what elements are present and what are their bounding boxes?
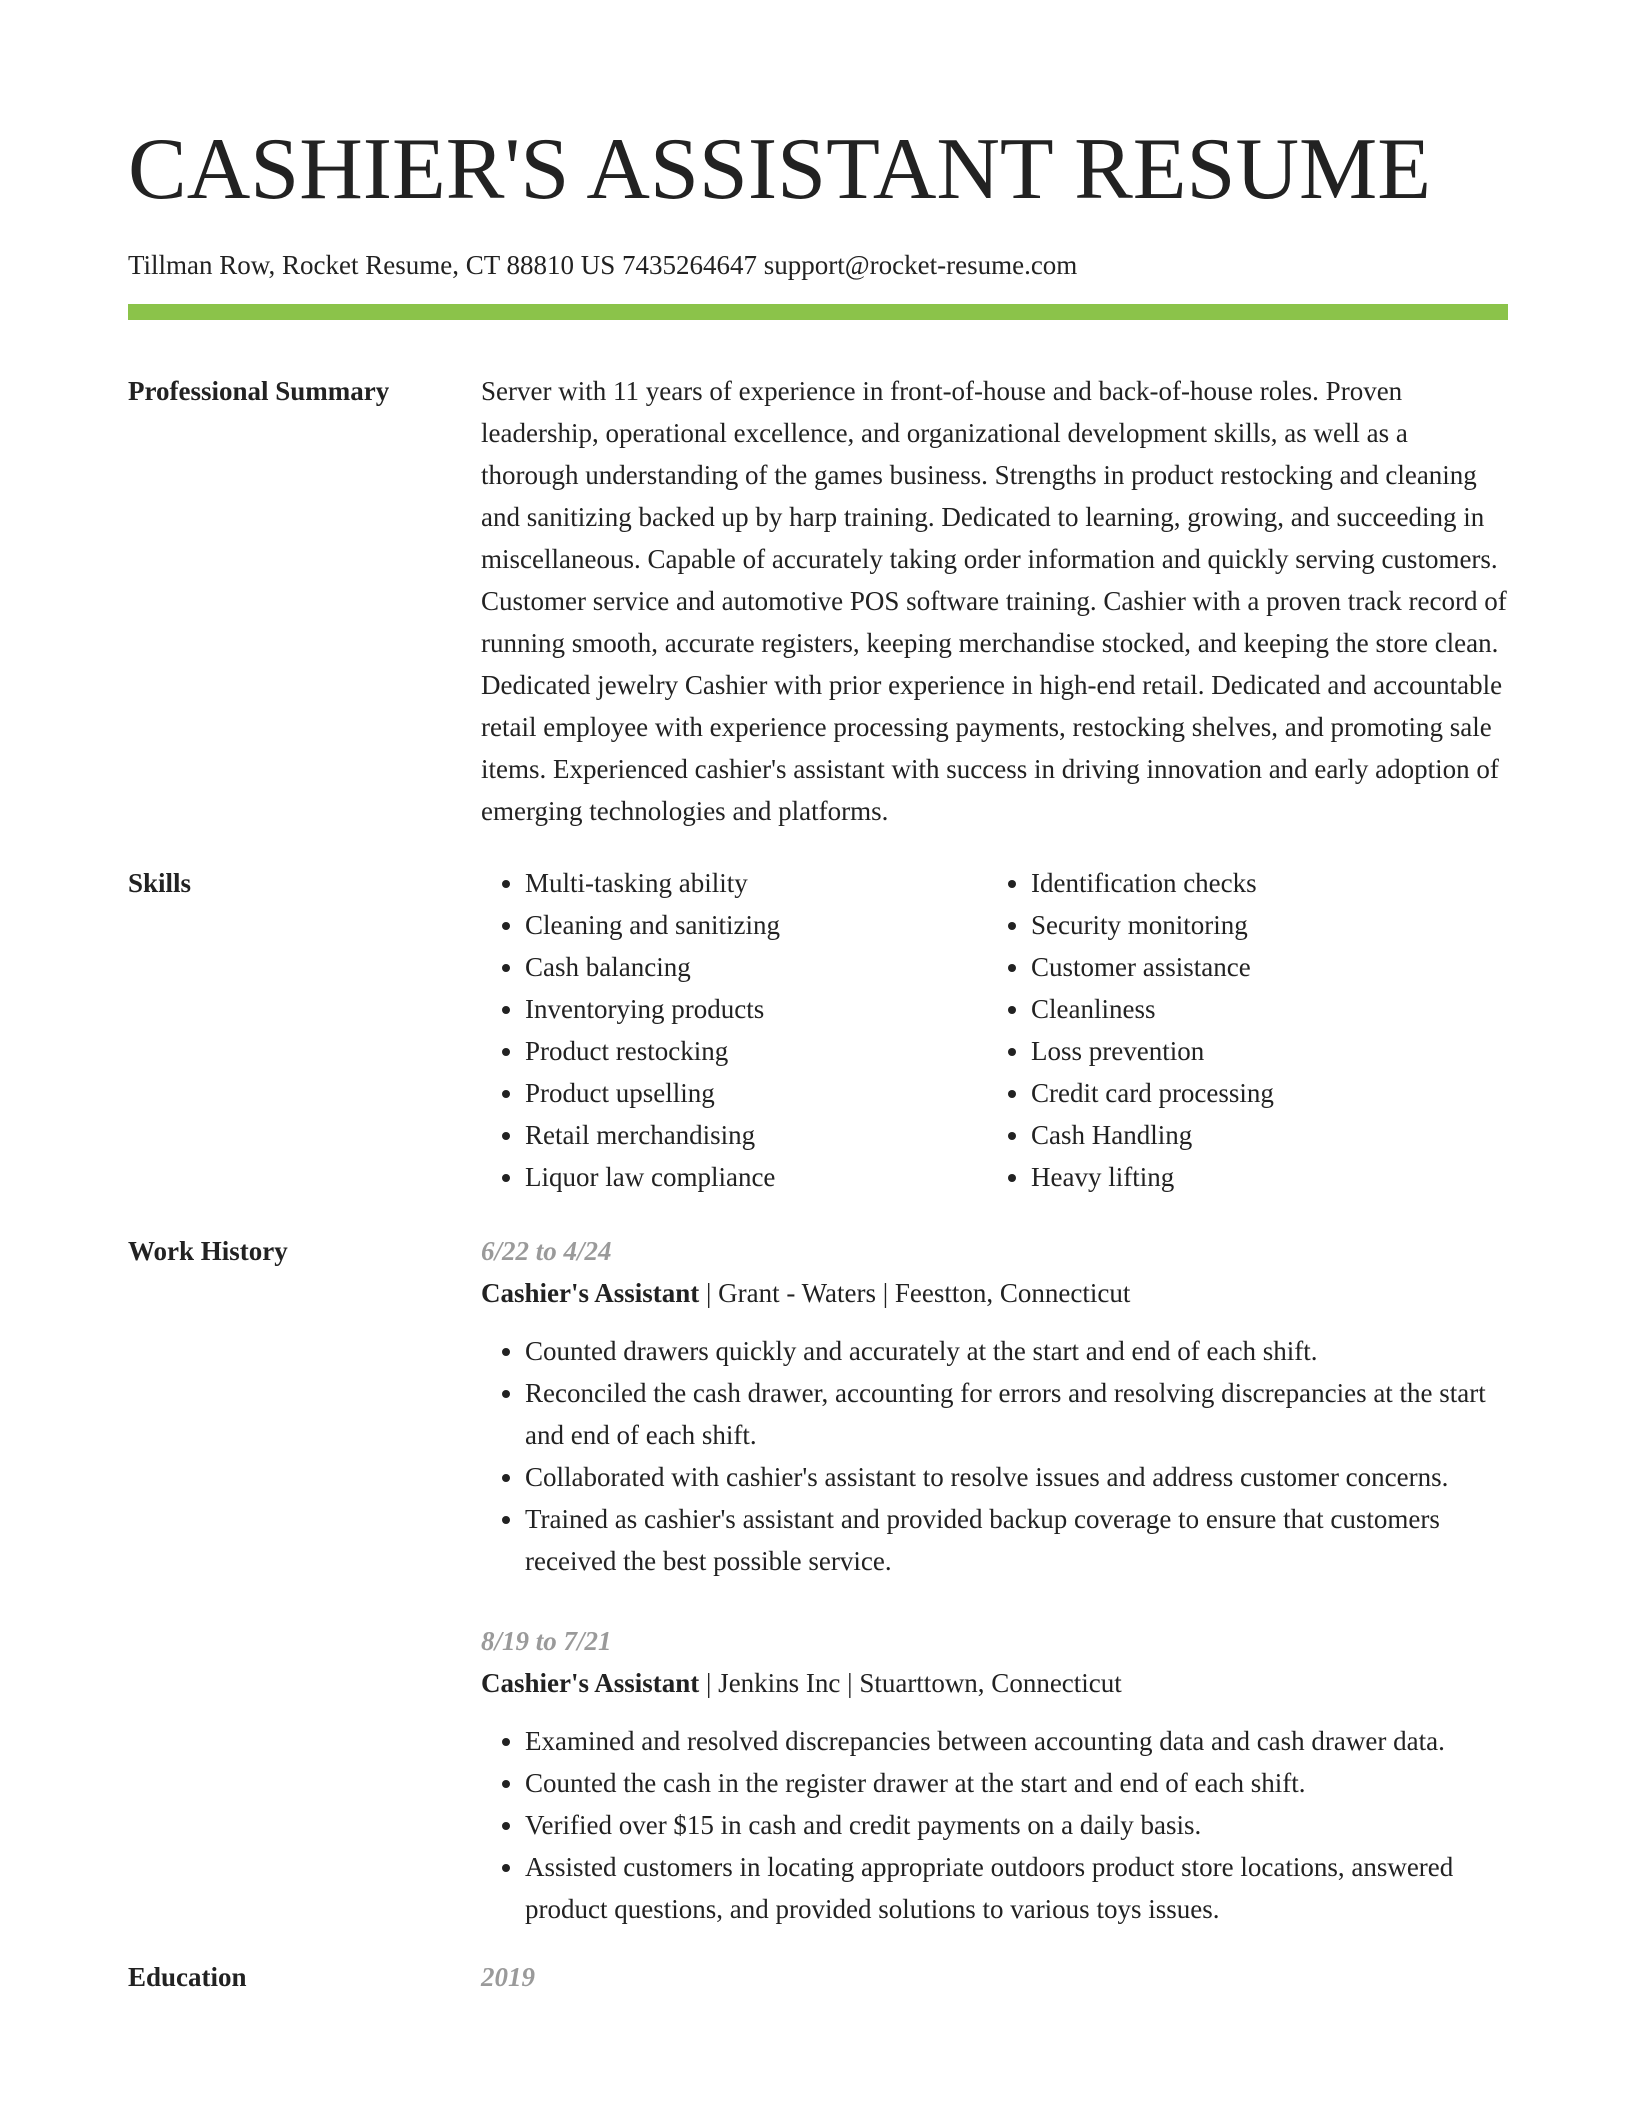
resume-title: CASHIER'S ASSISTANT RESUME [128,121,1432,218]
job-duty: • Reconciled the cash drawer, accounting for errors and resolving discrepancies at the start and end of each shift. [525,1372,1508,1456]
job-dates: 6/22 to 4/24 [481,1236,612,1266]
job-entry [481,1230,1508,1582]
job-duty: • Counted the cash in the register drawer at the start and end of each shift. [525,1762,1508,1804]
job-details: | Grant - Waters | Feestton, Connecticut [699,1278,1131,1308]
skill-item: • Liquor law compliance [525,1156,987,1198]
section-label-work: Work History [128,1236,288,1266]
skills-list-left [481,862,987,1198]
skill-item: • Product upselling [525,1072,987,1114]
job-title-line [481,1272,1508,1314]
job-duty: • Collaborated with cashier's assistant to resolve issues and address customer concerns. [525,1456,1508,1498]
accent-divider [128,304,1508,320]
skill-item: • Cleaning and sanitizing [525,904,987,946]
resume-page [128,0,1508,1998]
skill-item: • Credit card processing [1031,1072,1274,1114]
skill-item: • Customer assistance [1031,946,1274,988]
education-year: 2019 [481,1962,535,1992]
work-history-body [481,1230,1508,1930]
skill-item: • Cash Handling [1031,1114,1274,1156]
job-title-line [481,1662,1508,1704]
job-duties-list [481,1330,1508,1582]
skills-columns [481,862,1508,1198]
job-duties-list [481,1720,1508,1930]
skill-item: • Identification checks [1031,862,1274,904]
skill-item: • Product restocking [525,1030,987,1072]
job-role: Cashier's Assistant [481,1278,700,1308]
skill-item: • Cleanliness [1031,988,1274,1030]
job-duty: • Trained as cashier's assistant and provided backup coverage to ensure that customers received the best possible service. [525,1498,1508,1582]
skill-item: • Inventorying products [525,988,987,1030]
skills-list-right [987,862,1274,1198]
section-label-education: Education [128,1962,247,1992]
work-history-section [128,1230,1508,1930]
education-section [128,1956,1508,1998]
summary-text: Server with 11 years of experience in front-of-house and back-of-house roles. Proven leadership, operational excellence, and organizational development skills, as well as a thorough understanding of the games business. Strengths in product restocking and cleaning and sanitizing backed up by harp training. Dedicated to learning, growing, and succeeding in miscellaneous. Capable of accurately taking order information and quickly serving customers. Customer service and automotive POS software training. Cashier with a proven track record of running smooth, accurate registers, keeping merchandise stocked, and keeping the store clean. Dedicated jewelry Cashier with prior experience in high-end retail. Dedicated and accountable retail employee with experience processing payments, restocking shelves, and promoting sale items. Experienced cashier's assistant with success in driving innovation and early adoption of emerging technologies and platforms. [481,376,1507,826]
section-label-summary: Professional Summary [128,376,390,406]
education-body [481,1956,1508,1998]
contact-line: Tillman Row, Rocket Resume, CT 88810 US 7435264647 support@rocket-resume.com [128,250,1078,280]
skills-section [128,862,1508,1198]
job-duty: • Assisted customers in locating appropriate outdoors product store locations, answered product questions, and provided solutions to various toys issues. [525,1846,1508,1930]
skill-item: • Cash balancing [525,946,987,988]
skill-item: • Security monitoring [1031,904,1274,946]
skill-item: • Heavy lifting [1031,1156,1274,1198]
job-entry [481,1620,1508,1930]
section-label-skills: Skills [128,868,192,898]
professional-summary-section [128,370,1508,832]
job-details: | Jenkins Inc | Stuarttown, Connecticut [699,1668,1122,1698]
job-role: Cashier's Assistant [481,1668,700,1698]
job-duty: • Verified over $15 in cash and credit payments on a daily basis. [525,1804,1508,1846]
skill-item: • Multi-tasking ability [525,862,987,904]
skill-item: • Loss prevention [1031,1030,1274,1072]
job-duty: • Examined and resolved discrepancies between accounting data and cash drawer data. [525,1720,1508,1762]
job-dates: 8/19 to 7/21 [481,1626,612,1656]
skill-item: • Retail merchandising [525,1114,987,1156]
job-duty: • Counted drawers quickly and accurately at the start and end of each shift. [525,1330,1508,1372]
